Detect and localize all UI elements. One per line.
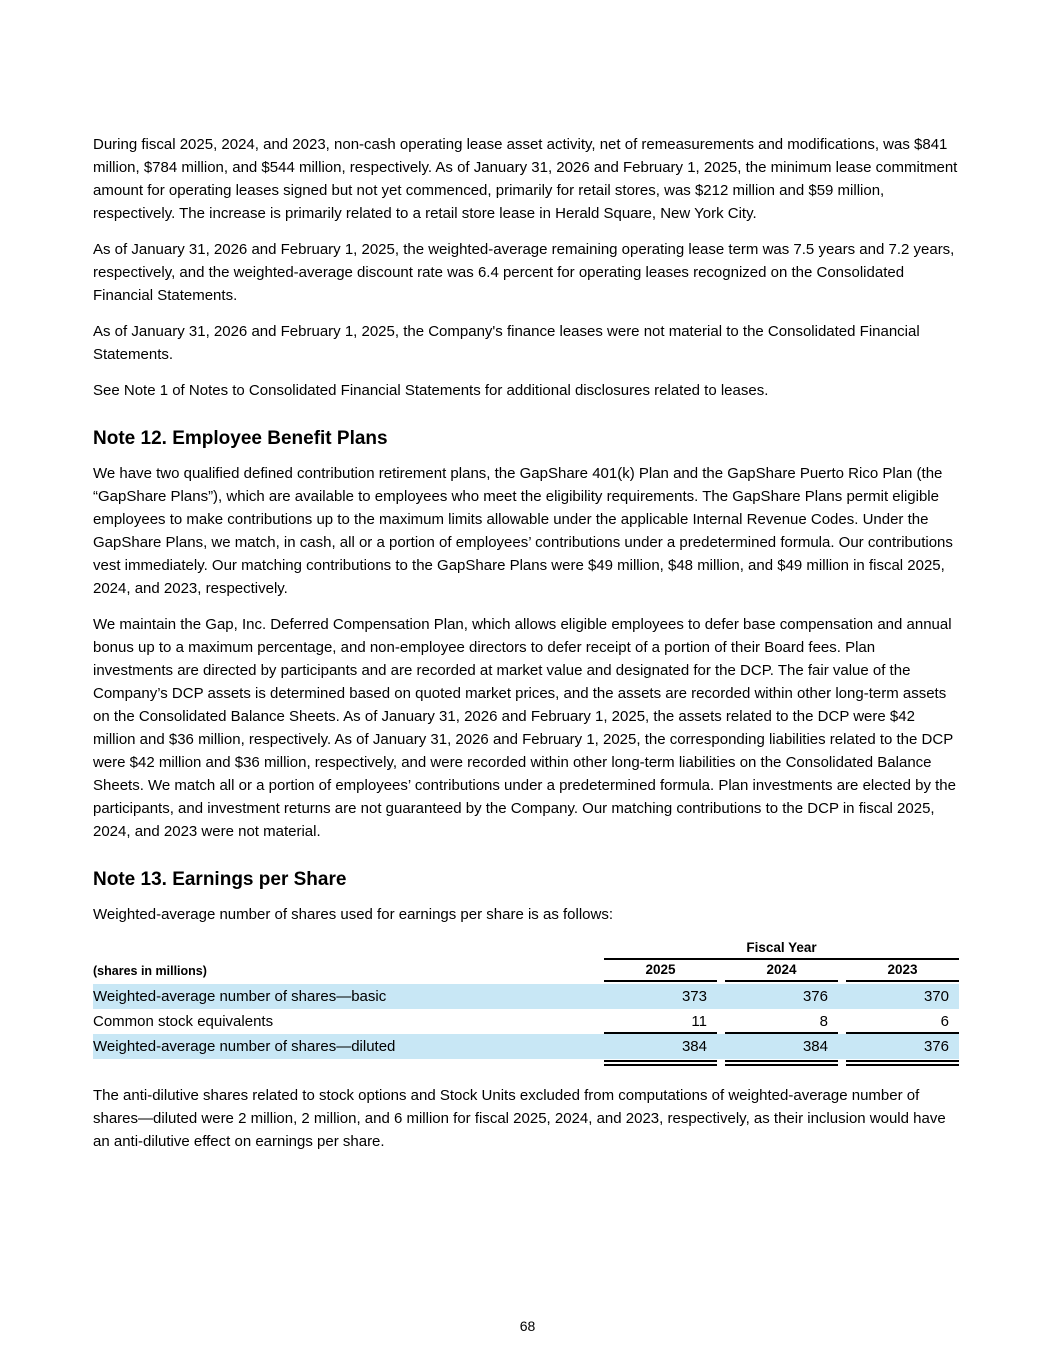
double-rule-2024	[725, 1060, 838, 1066]
paragraph-lease-activity: During fiscal 2025, 2024, and 2023, non-cash operating lease asset activity, net of remeasurements and modifications, was $841 million, $784 million, and $544 million, respectively. As of January 31, 2026 and February 1, 2025, the minimum lease commitment amount for operating leases signed but not yet commenced, primarily for retail stores, was $212 million and $59 million, respectively. The increase is primarily related to a retail store lease in Herald Square, New York City.	[93, 136, 958, 222]
table-row-basic-shares	[93, 984, 959, 1009]
table-group-header-row	[93, 939, 959, 960]
cell-diluted-2025: 384	[681, 1038, 707, 1055]
table-column-header-row	[93, 962, 959, 982]
note-12-heading: Note 12. Employee Benefit Plans	[93, 428, 388, 449]
paragraph-gapshare-plans: We have two qualified defined contribution retirement plans, the GapShare 401(k) Plan and the GapShare Puerto Rico Plan (the “GapShare Plans”), which are available to employees who meet the eligibility requirements. The GapShare Plans permit eligible employees to make contributions up to the maximum limits allowable under the applicable Internal Revenue Codes. Under the GapShare Plans, we match, in cash, all or a portion of employees’ contributions under a predetermined formula. Our contributions vest immediately. Our matching contributions to the GapShare Plans were $49 million, $48 million, and $49 million in fiscal 2025, 2024, and 2023, respectively.	[93, 465, 953, 597]
paragraph-eps-intro: Weighted-average number of shares used for earnings per share is as follows:	[93, 906, 613, 923]
cell-diluted-2024: 384	[802, 1038, 828, 1055]
paragraph-see-note-1: See Note 1 of Notes to Consolidated Financial Statements for additional disclosures related to leases.	[93, 382, 769, 399]
shares-unit-label: (shares in millions)	[93, 964, 207, 978]
column-header-2023: 2023	[846, 962, 959, 982]
note-13-heading: Note 13. Earnings per Share	[93, 869, 347, 890]
column-header-2024: 2024	[725, 962, 838, 982]
cell-cse-2023: 6	[846, 1009, 959, 1034]
cell-diluted-2023: 376	[923, 1038, 949, 1055]
double-rule-2023	[846, 1060, 959, 1066]
row-label: Weighted-average number of shares—diluted	[93, 1038, 396, 1055]
row-label: Common stock equivalents	[93, 1013, 274, 1030]
table-double-rule-row	[93, 1060, 959, 1067]
double-rule-2025	[604, 1060, 717, 1066]
table-row-common-stock-equivalents	[93, 1009, 959, 1034]
row-label: Weighted-average number of shares—basic	[93, 988, 387, 1005]
paragraph-anti-dilutive: The anti-dilutive shares related to stock options and Stock Units excluded from computations of weighted-average number of shares—diluted were 2 million, 2 million, and 6 million for fiscal 2025, 2024, and 2023, respectively, as their inclusion would have an anti-dilutive effect on earnings per share.	[93, 1087, 946, 1150]
cell-basic-2025: 373	[681, 988, 707, 1005]
cell-cse-2024: 8	[725, 1009, 838, 1034]
cell-basic-2024: 376	[802, 988, 828, 1005]
column-header-2025: 2025	[604, 962, 717, 982]
cell-cse-2025: 11	[604, 1009, 717, 1034]
page-content	[93, 133, 959, 1166]
paragraph-deferred-compensation: We maintain the Gap, Inc. Deferred Compensation Plan, which allows eligible employees to defer base compensation and annual bonus up to a maximum percentage, and non-employee directors to defer receipt of a portion of their Board fees. Plan investments are directed by participants and are recorded at market value and designated for the DCP. The fair value of the Company’s DCP assets is determined based on quoted market prices, and the assets are recorded within other long-term assets on the Consolidated Balance Sheets. As of January 31, 2026 and February 1, 2025, the assets related to the DCP were $42 million and $36 million, respectively. As of January 31, 2026 and February 1, 2025, the corresponding liabilities related to the DCP were $42 million and $36 million, respectively, and were recorded within other long-term liabilities on the Consolidated Balance Sheets. We match all or a portion of employees’ contributions under a predetermined formula. Plan investments are elected by the participants, and investment returns are not guaranteed by the Company. Our matching contributions to the DCP in fiscal 2025, 2024, and 2023 were not material.	[93, 616, 956, 840]
paragraph-lease-term: As of January 31, 2026 and February 1, 2025, the weighted-average remaining operating lease term was 7.5 years and 7.2 years, respectively, and the weighted-average discount rate was 6.4 percent for operating leases recognized on the Consolidated Financial Statements.	[93, 241, 955, 304]
eps-shares-table	[93, 939, 959, 1067]
fiscal-year-header: Fiscal Year	[604, 939, 959, 960]
paragraph-finance-leases: As of January 31, 2026 and February 1, 2025, the Company's finance leases were not material to the Consolidated Financial Statements.	[93, 323, 920, 363]
cell-basic-2023: 370	[923, 988, 949, 1005]
double-rule-spacer	[93, 1060, 596, 1067]
page-number: 68	[519, 1318, 536, 1334]
table-row-diluted-shares	[93, 1034, 959, 1059]
